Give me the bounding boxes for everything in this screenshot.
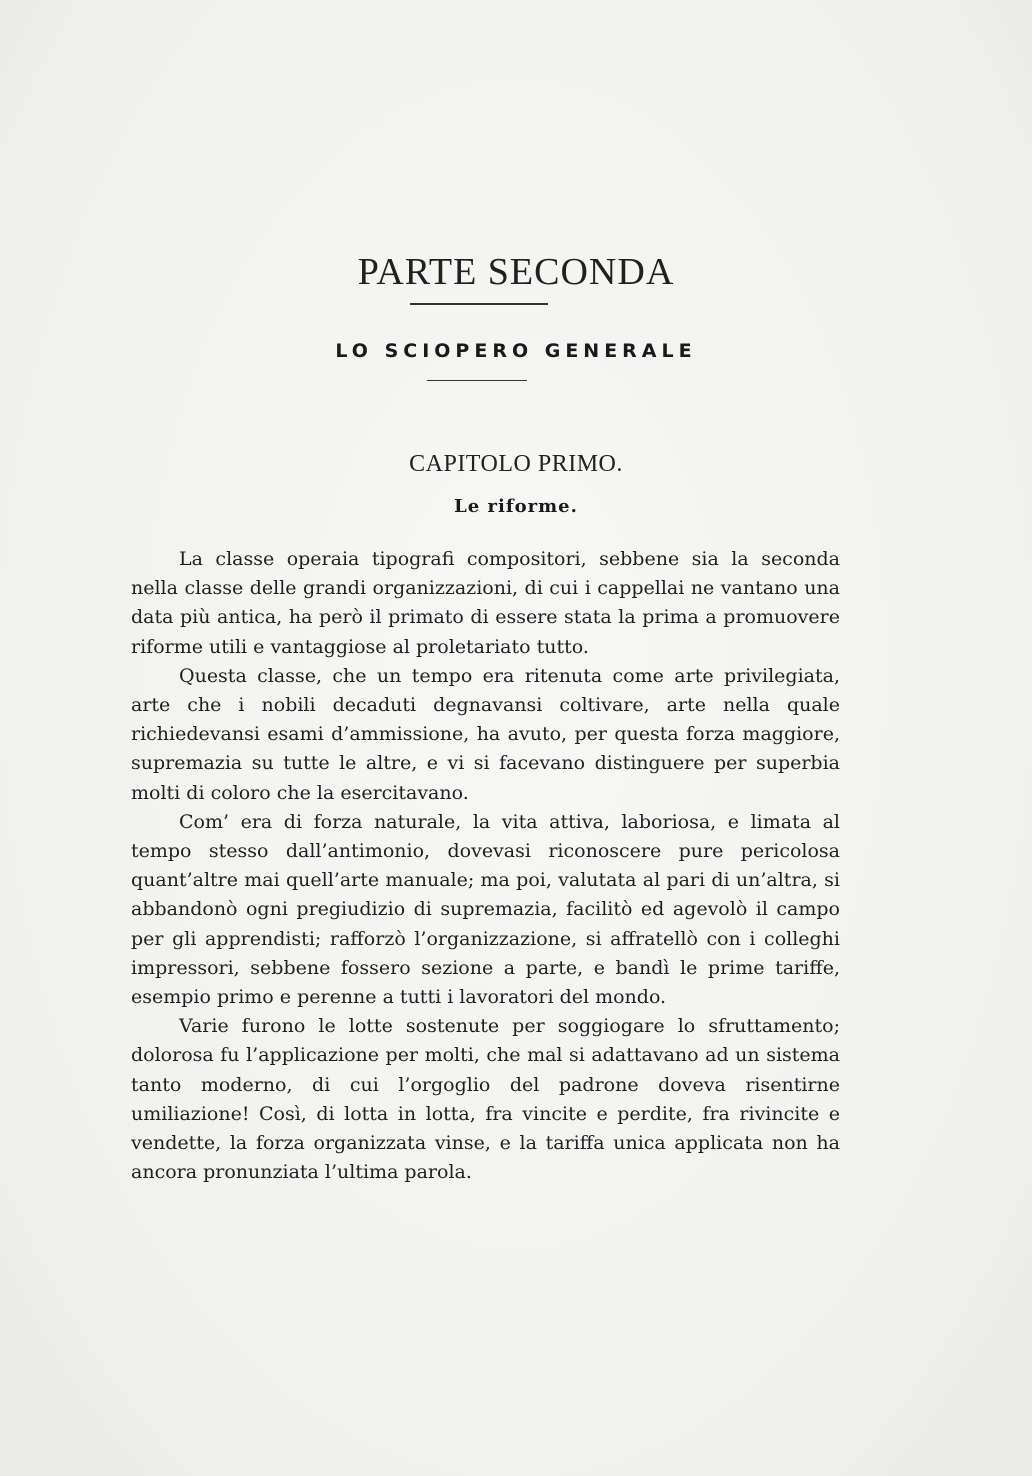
paragraph: Varie furono le lotte sostenute per soggiogare lo sfruttamento; dolorosa fu l’applicazione per molti, che mal si adattavano ad un sistema tanto moderno, di cui l’orgoglio del padrone doveva risentirne umiliazione! Così, di lotta in lotta, fra vincite e perdite, fra rivincite e vendette, la forza organizzata vinse, e la tariffa unica applicata non ha ancora pronunziata l’ultima parola. xyxy=(131,1015,840,1184)
chapter-title: CAPITOLO PRIMO. xyxy=(409,451,623,477)
body-text xyxy=(131,545,840,1187)
paragraph: Com’ era di forza naturale, la vita attiva, laboriosa, e limata al tempo stesso dall’antimonio, dovevasi riconoscere pure pericolosa quant’altre mai quell’arte manuale; ma poi, valutata al pari di un’altra, si abbandonò ogni pregiudizio di supremazia, facilitò ed agevolò il campo per gli apprendisti; rafforzò l’organizzazione, si affratellò con i colleghi impressori, sebbene fossero sezione a parte, e bandì le prime tariffe, esempio primo e perenne a tutti i lavoratori del mondo. xyxy=(131,810,840,1009)
paragraph: La classe operaia tipografi compositori, sebbene sia la seconda nella classe delle grandi organizzazioni, di cui i cappellai ne vantano una data più antica, ha però il primato di essere stata la prima a promuovere riforme utili e vantaggiose al proletariato tutto. xyxy=(131,548,840,658)
divider-rule xyxy=(427,380,527,381)
divider-rule xyxy=(410,303,548,305)
part-title: PARTE SECONDA xyxy=(357,251,675,293)
section-title: Le riforme. xyxy=(454,496,578,517)
paragraph: Questa classe, che un tempo era ritenuta come arte privilegiata, arte che i nobili decaduti degnavansi coltivare, arte nella quale richiedevansi esami d’ammissione, ha avuto, per questa forza maggiore, supremazia su tutte le altre, e vi si facevano distinguere per superbia molti di coloro che la esercitavano. xyxy=(131,664,840,804)
book-title: LO SCIOPERO GENERALE xyxy=(335,340,697,362)
